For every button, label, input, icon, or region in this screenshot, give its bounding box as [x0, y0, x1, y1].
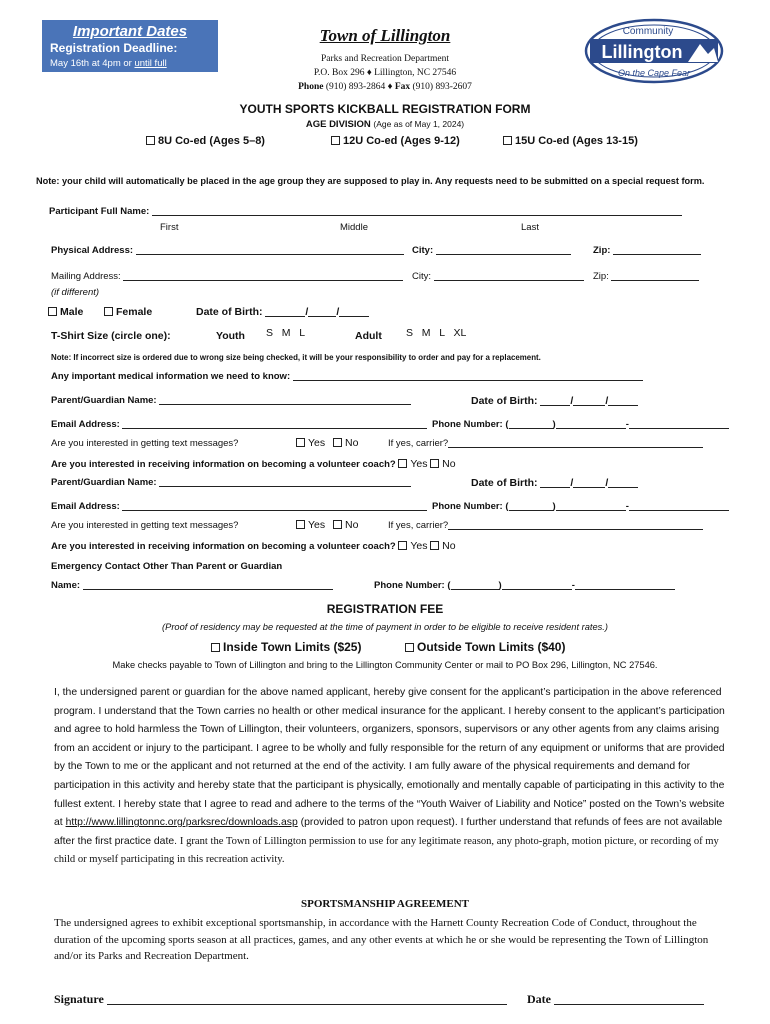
town-title: Town of Lillington	[319, 26, 451, 45]
checkbox-male	[48, 307, 57, 316]
participant-name-field[interactable]	[152, 215, 682, 216]
checkbox-outside	[405, 643, 414, 652]
mailing-city-field[interactable]	[434, 280, 584, 281]
checkbox-15u	[503, 136, 512, 145]
mailing-zip-field[interactable]	[611, 280, 699, 281]
guardian1-texts-no[interactable]: No	[333, 437, 358, 449]
size-note: Note: If incorrect size is ordered due to wrong size being checked, it will be your responsibility to order and pay for a replacement.	[51, 352, 541, 362]
dept-phone: Phone (910) 893-2864 ♦ Fax (910) 893-2607	[298, 82, 472, 92]
youth-sizes[interactable]: S M L	[266, 327, 306, 339]
checkbox-8u	[146, 136, 155, 145]
physical-address-label: Physical Address:	[51, 245, 404, 256]
division-12u[interactable]: 12U Co-ed (Ages 9-12)	[331, 135, 460, 147]
city-label: City:	[412, 245, 571, 256]
guardian2-texts-no[interactable]: No	[333, 519, 358, 531]
guardian2-dob: Date of Birth: / /	[471, 477, 638, 489]
guardian2-name-field[interactable]	[159, 486, 411, 487]
mailing-address-label: Mailing Address:	[51, 271, 403, 282]
dept-address: P.O. Box 296 ♦ Lillington, NC 27546	[313, 68, 457, 78]
deadline-value: May 16th at 4pm or until full	[50, 58, 167, 69]
checkbox-12u	[331, 136, 340, 145]
emergency-name-label: Name:	[51, 580, 333, 591]
last-label: Last	[521, 222, 539, 233]
mailing-zip-label: Zip:	[593, 271, 699, 282]
guardian1-email-field[interactable]	[122, 428, 427, 429]
guardian1-texts-yes[interactable]: Yes	[296, 437, 325, 449]
sportsmanship-text: The undersigned agrees to exhibit exceptional sportsmanship, in accordance with the Harnett County Recreation Code of Conduct, throughout the duration of the upcoming sports season at all practices, games, and any other events at which he or she would be representing the Town of Lillington and/or its Parks and Recreation Department.	[54, 917, 709, 962]
adult-label: Adult	[355, 330, 382, 342]
deadline-label: Registration Deadline:	[50, 41, 178, 55]
physical-address-field[interactable]	[136, 254, 404, 255]
participant-name-label: Participant Full Name:	[49, 206, 682, 217]
guardian2-carrier-field[interactable]	[448, 529, 703, 530]
if-different-note: (if different)	[51, 287, 100, 298]
guardian1-name-field[interactable]	[159, 404, 411, 405]
logo-main-text: Lillington	[601, 42, 683, 62]
guardian1-carrier-field[interactable]	[448, 447, 703, 448]
guardian2-texts-yes[interactable]: Yes	[296, 519, 325, 531]
tshirt-label: T-Shirt Size (circle one):	[51, 330, 171, 342]
guardian2-email-field[interactable]	[122, 510, 427, 511]
emergency-phone-label: Phone Number: ( ) -	[374, 580, 675, 591]
signature-field[interactable]	[107, 1004, 507, 1005]
division-8u[interactable]: 8U Co-ed (Ages 5–8)	[146, 135, 265, 147]
logo-bottom-text: On the Cape Fear	[617, 68, 691, 78]
form-title: YOUTH SPORTS KICKBALL REGISTRATION FORM	[239, 102, 531, 116]
guardian2-name-label: Parent/Guardian Name:	[51, 477, 411, 488]
gender-female[interactable]: Female	[104, 306, 152, 318]
guardian1-carrier: If yes, carrier?	[388, 438, 703, 449]
checkbox-female	[104, 307, 113, 316]
fee-checks: Make checks payable to Town of Lillington and bring to the Lillington Community Center or mail to PO Box 296, Lillington, NC 27546.	[112, 660, 658, 670]
adult-sizes[interactable]: S M L XL	[406, 327, 467, 339]
guardian2-volunteer: Are you interested in receiving information on becoming a volunteer coach? Yes No	[51, 540, 456, 552]
guardian1-name-label: Parent/Guardian Name:	[51, 395, 411, 406]
date-field[interactable]	[554, 1004, 704, 1005]
dept-name: Parks and Recreation Department	[321, 54, 449, 64]
mailing-city-label: City:	[412, 271, 584, 282]
guardian1-email-label: Email Address:	[51, 419, 427, 430]
zip-field[interactable]	[613, 254, 701, 255]
checkbox-inside	[211, 643, 220, 652]
guardian2-texts-label: Are you interested in getting text messages?	[51, 520, 239, 531]
emergency-title: Emergency Contact Other Than Parent or Guardian	[51, 561, 283, 572]
fee-inside[interactable]: Inside Town Limits ($25)	[211, 640, 361, 654]
medical-field[interactable]	[293, 380, 643, 381]
date-label: Date	[527, 992, 704, 1007]
important-dates-title: Important Dates	[72, 23, 188, 40]
division-note: Note: your child will automatically be placed in the age group they are supposed to play in. Any requests need to be submitted on a special request form.	[36, 176, 705, 186]
mailing-address-field[interactable]	[123, 280, 403, 281]
guardian1-volunteer: Are you interested in receiving information on becoming a volunteer coach? Yes No	[51, 458, 456, 470]
guardian1-dob: Date of Birth: / /	[471, 395, 638, 407]
division-15u[interactable]: 15U Co-ed (Ages 13-15)	[503, 135, 638, 147]
city-field[interactable]	[436, 254, 571, 255]
participant-dob: Date of Birth: / /	[196, 306, 369, 318]
fee-title: REGISTRATION FEE	[326, 602, 444, 616]
logo-community-text: Community	[622, 26, 674, 37]
guardian2-email-label: Email Address:	[51, 501, 427, 512]
signature-label: Signature	[54, 992, 507, 1007]
guardian1-phone-label: Phone Number: ( ) -	[432, 419, 729, 430]
zip-label: Zip:	[593, 245, 701, 256]
guardian1-texts-label: Are you interested in getting text messages?	[51, 438, 239, 449]
gender-male[interactable]: Male	[48, 306, 83, 318]
age-division: AGE DIVISION (Age as of May 1, 2024)	[305, 119, 465, 130]
middle-label: Middle	[340, 222, 368, 233]
youth-label: Youth	[216, 330, 245, 342]
guardian2-carrier: If yes, carrier?	[388, 520, 703, 531]
waiver-link[interactable]: http://www.lillingtonnc.org/parksrec/downloads.asp	[65, 817, 298, 829]
medical-label: Any important medical information we need to know:	[51, 371, 643, 382]
fee-outside[interactable]: Outside Town Limits ($40)	[405, 640, 565, 654]
sportsmanship-title: SPORTSMANSHIP AGREEMENT	[300, 898, 469, 910]
guardian2-phone-label: Phone Number: ( ) -	[432, 501, 729, 512]
lillington-logo	[584, 18, 724, 84]
first-label: First	[160, 222, 179, 233]
emergency-name-field[interactable]	[83, 589, 333, 590]
fee-note: (Proof of residency may be requested at the time of payment in order to be eligible to receive resident rates.)	[162, 622, 608, 632]
consent-paragraph: I, the undersigned parent or guardian for the above named applicant, hereby give consent for the applicant’s participation in the above referenced program. I understand that the Town carries no health or other medical insurance for the applicant. I hereby consent to the applicant’s participation and agree to hold harmless the Town of Lillington, their volunteers, organizers, sponsors, supervisors or any other agents from any claims arising from an accident or injury to the participant. I agree to be wholly and fully responsible for the return of any equipment or uniforms that are provided by the Town to me or the applicant and not returned at the end of the activity. I am fully aware of the physical requirements and demand for participation in this activity and hereby state that the participant is physically, emotionally and mentally capable of participating in this activity to the fullest extent. I hereby state that I agree to read and adhere to the terms of the “Youth Waiver of Liability and Notice” posted on the Town’s website at http://www.lillingtonnc.org/parksrec/downloads.asp (provided to patron upon request). I further understand that refunds of fees are not available after the first practice date. I grant the Town of Lillington permission to use for any legitimate reason, any photo-graph, motion picture, or recording of my child or myself participating in this recreation activity.	[54, 687, 725, 866]
